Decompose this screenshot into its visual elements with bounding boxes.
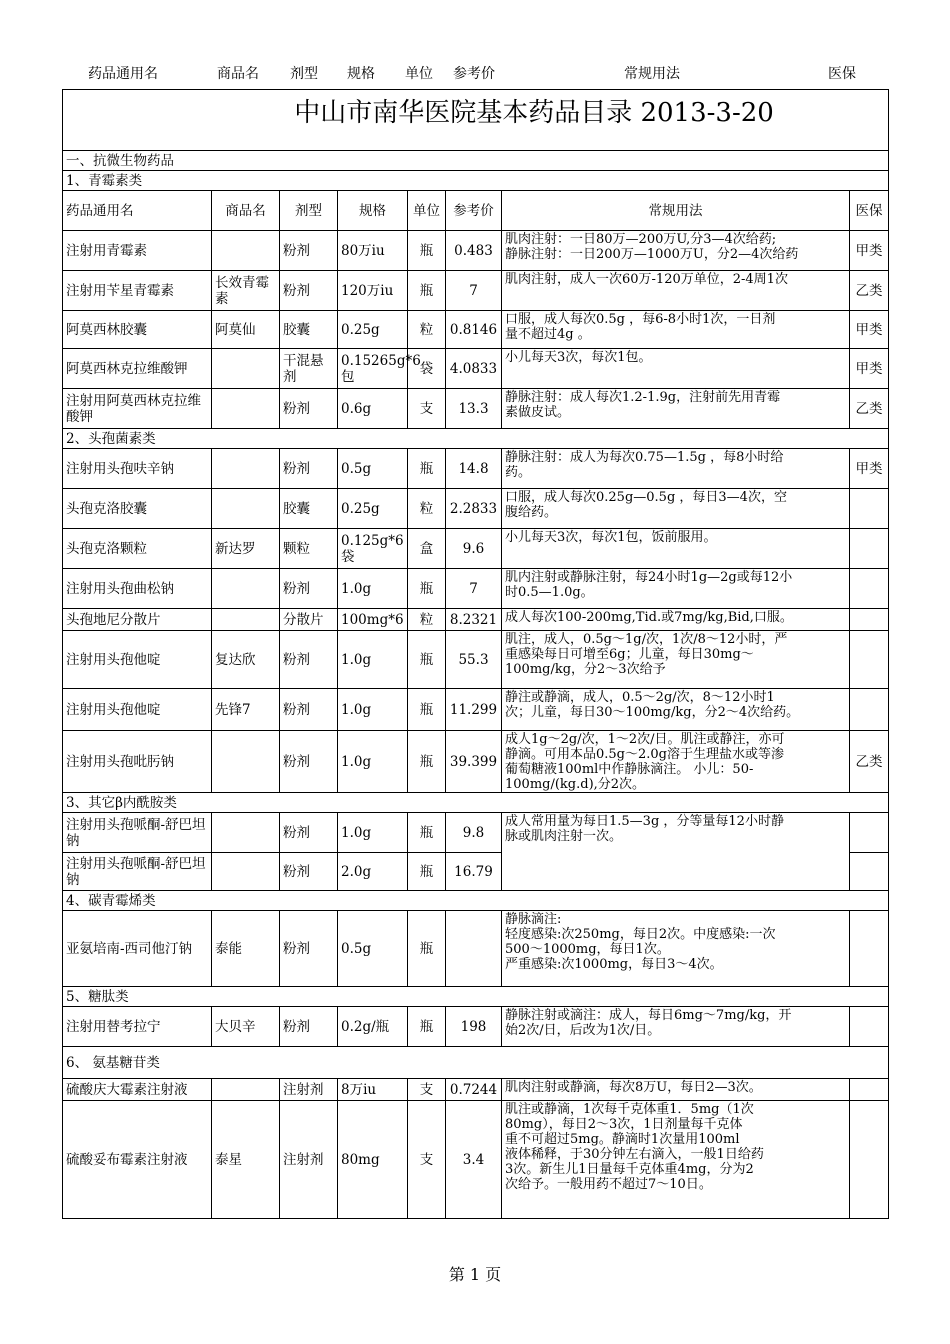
form-cell: 粉剂 [280,271,338,311]
drug-name-cell: 头孢克洛胶囊 [63,489,212,529]
spec-cell: 120万iu [338,271,408,311]
header-usage: 常规用法 [624,66,680,82]
usage-line: 100mg/(kg.d),分2次。 [505,777,646,792]
table-row [63,987,889,1007]
section-heading: 3、其它β内酰胺类 [63,793,889,813]
table-row [63,569,889,609]
usage-cell [502,489,850,529]
form-cell: 胶囊 [280,311,338,349]
unit-cell: 瓶 [408,1007,446,1047]
usage-cell [502,813,850,891]
usage-line: 液体稀释，于30分钟左右滴入，一般1日给药 [505,1147,764,1162]
price-cell: 7 [446,271,502,311]
trade-name-cell: 泰星 [212,1101,280,1219]
form-cell: 注射剂 [280,1079,338,1101]
drug-name-cell: 注射用头孢吡肟钠 [63,731,212,793]
usage-line: 肌肉注射：一日80万—200万U,分3—4次给药; [505,232,777,247]
unit-cell: 瓶 [408,231,446,271]
insurance-cell: 甲类 [850,311,889,349]
header-spec: 规格 [347,66,375,82]
table-row [63,609,889,631]
table-row [63,793,889,813]
column-header-usage: 常规用法 [502,191,850,231]
unit-cell: 粒 [408,489,446,529]
column-header-unit: 单位 [408,191,446,231]
table-row [63,136,889,151]
trade-name-cell [212,1079,280,1101]
usage-cell [502,271,850,311]
insurance-cell [850,569,889,609]
price-cell: 7 [446,569,502,609]
usage-cell [502,389,850,429]
insurance-cell: 甲类 [850,349,889,389]
insurance-cell [850,529,889,569]
usage-line: 量不超过4g 。 [505,327,591,342]
insurance-cell [850,813,889,853]
table-row [63,731,889,793]
price-cell: 9.6 [446,529,502,569]
usage-line: 静滴。可用本品0.5g～2.0g溶于生理盐水或等渗 [505,747,784,762]
price-cell: 13.3 [446,389,502,429]
column-header-insurance: 医保 [850,191,889,231]
usage-line: 80mg），每日2～3次，1日剂量每千克体 [505,1117,743,1132]
drug-name-cell: 注射用替考拉宁 [63,1007,212,1047]
insurance-cell [850,609,889,631]
spec-cell: 1.0g [338,689,408,731]
usage-cell [502,231,850,271]
table-row [63,191,889,231]
section-heading: 6、 氨基糖苷类 [63,1047,889,1079]
section-heading: 一、抗微生物药品 [63,151,889,171]
spec-cell: 0.15265g*6包 [338,349,408,389]
unit-cell: 粒 [408,609,446,631]
unit-cell: 瓶 [408,911,446,987]
insurance-cell [850,689,889,731]
usage-line: 成人每次100-200mg,Tid.或7mg/kg,Bid,口服。 [505,610,793,625]
usage-cell [502,1079,850,1101]
price-cell: 55.3 [446,631,502,689]
usage-cell [502,689,850,731]
spec-cell: 100mg*6 [338,609,408,631]
page-header [0,63,950,83]
usage-cell [502,1007,850,1047]
spec-cell: 0.5g [338,449,408,489]
unit-cell: 瓶 [408,271,446,311]
drug-name-cell: 注射用头孢他啶 [63,631,212,689]
spec-cell: 1.0g [338,813,408,853]
usage-line: 时0.5—1.0g。 [505,585,594,600]
unit-cell: 盒 [408,529,446,569]
table-row [63,1047,889,1079]
trade-name-cell [212,569,280,609]
trade-name-cell: 先锋7 [212,689,280,731]
price-cell: 0.7244 [446,1079,502,1101]
usage-cell [502,609,850,631]
spec-cell: 80万iu [338,231,408,271]
usage-cell [502,529,850,569]
insurance-cell: 甲类 [850,231,889,271]
unit-cell: 瓶 [408,631,446,689]
usage-line: 500～1000mg，每日1次。 [505,942,670,957]
table-row [63,311,889,349]
form-cell: 粉剂 [280,689,338,731]
price-cell: 39.399 [446,731,502,793]
column-header-price: 参考价 [446,191,502,231]
insurance-cell: 乙类 [850,731,889,793]
trade-name-cell: 大贝辛 [212,1007,280,1047]
price-cell: 0.8146 [446,311,502,349]
usage-line: 3次。新生儿1日量每千克体重4mg，分为2 [505,1162,754,1177]
insurance-cell: 乙类 [850,271,889,311]
unit-cell: 支 [408,389,446,429]
insurance-cell: 甲类 [850,449,889,489]
column-header-name: 药品通用名 [63,191,212,231]
form-cell: 粉剂 [280,853,338,891]
table-row [63,449,889,489]
table-row [63,1079,889,1101]
trade-name-cell: 泰能 [212,911,280,987]
usage-line: 次；儿童，每日30～100mg/kg，分2～4次给药。 [505,705,800,720]
drug-name-cell: 注射用头孢呋辛钠 [63,449,212,489]
usage-cell [502,1101,850,1219]
spec-cell: 1.0g [338,631,408,689]
section-heading: 2、头孢菌素类 [63,429,889,449]
usage-line: 静脉注射：成人为每次0.75—1.5g ，每8小时给 [505,450,784,465]
trade-name-cell [212,389,280,429]
usage-cell [502,731,850,793]
usage-line: 次给予。一般用药不超过7～10日。 [505,1177,712,1192]
insurance-cell [850,631,889,689]
form-cell: 粉剂 [280,1007,338,1047]
form-cell: 注射剂 [280,1101,338,1219]
table-row [63,911,889,987]
unit-cell: 瓶 [408,731,446,793]
header-unit: 单位 [405,66,433,82]
unit-cell: 瓶 [408,689,446,731]
trade-name-cell: 阿莫仙 [212,311,280,349]
insurance-cell: 乙类 [850,389,889,429]
insurance-cell [850,1079,889,1101]
usage-line: 肌注或静滴，1次每千克体重1．5mg（1次 [505,1102,754,1117]
spec-cell: 8万iu [338,1079,408,1101]
spec-cell: 0.5g [338,911,408,987]
usage-cell [502,311,850,349]
unit-cell: 瓶 [408,813,446,853]
table-row [63,349,889,389]
spec-cell: 80mg [338,1101,408,1219]
page-footer: 第 1 页 [448,1265,502,1284]
usage-cell [502,631,850,689]
drug-name-cell: 头孢克洛颗粒 [63,529,212,569]
form-cell: 颗粒 [280,529,338,569]
price-cell: 14.8 [446,449,502,489]
spec-cell: 1.0g [338,569,408,609]
header-name: 药品通用名 [88,66,158,82]
usage-cell [502,449,850,489]
usage-line: 素做皮试。 [505,405,571,420]
price-cell: 8.2321 [446,609,502,631]
drug-name-cell: 阿莫西林克拉维酸钾 [63,349,212,389]
drug-name-cell: 注射用头孢曲松钠 [63,569,212,609]
usage-line: 肌肉注射或静滴，每次8万U，每日2—3次。 [505,1080,762,1095]
column-header-spec: 规格 [338,191,408,231]
drug-name-cell: 注射用阿莫西林克拉维酸钾 [63,389,212,429]
spec-cell: 0.125g*6袋 [338,529,408,569]
usage-line: 肌内注射或静脉注射，每24小时1g—2g或每12小 [505,570,793,585]
drug-name-cell: 注射用头孢哌酮-舒巴坦钠 [63,813,212,853]
spec-cell: 0.6g [338,389,408,429]
spec-cell: 0.25g [338,489,408,529]
spec-cell: 0.25g [338,311,408,349]
unit-cell: 瓶 [408,569,446,609]
usage-line: 严重感染:次1000mg，每日3～4次。 [505,957,723,972]
section-heading: 4、碳青霉烯类 [63,891,889,911]
price-cell: 3.4 [446,1101,502,1219]
price-cell: 9.8 [446,813,502,853]
usage-line: 口服，成人每次0.25g—0.5g ，每日3—4次，空 [505,490,787,505]
usage-line: 成人常用量为每日1.5—3g ，分等量每12小时静 [505,814,784,829]
drug-name-cell: 亚氨培南-西司他汀钠 [63,911,212,987]
usage-line: 肌注，成人，0.5g～1g/次，1次/8～12小时，严 [505,632,788,647]
header-price: 参考价 [453,66,495,82]
section-heading: 1、青霉素类 [63,171,889,191]
form-cell: 粉剂 [280,911,338,987]
drug-name-cell: 硫酸庆大霉素注射液 [63,1079,212,1101]
spec-cell: 1.0g [338,731,408,793]
drug-name-cell: 注射用头孢他啶 [63,689,212,731]
trade-name-cell [212,731,280,793]
insurance-cell [850,1007,889,1047]
column-header-form: 剂型 [280,191,338,231]
title-gap [63,136,889,151]
form-cell: 分散片 [280,609,338,631]
drug-name-cell: 注射用苄星青霉素 [63,271,212,311]
usage-line: 轻度感染:次250mg，每日2次。中度感染:一次 [505,927,776,942]
unit-cell: 袋 [408,349,446,389]
usage-line: 静脉注射：一日200万—1000万U，分2—4次给药 [505,247,799,262]
table-row [63,891,889,911]
header-insurance: 医保 [828,66,856,82]
form-cell: 粉剂 [280,631,338,689]
usage-line: 始2次/日，后改为1次/日。 [505,1023,661,1038]
form-cell: 粉剂 [280,231,338,271]
drug-name-cell: 阿莫西林胶囊 [63,311,212,349]
usage-line: 静脉注射或滴注：成人，每日6mg～7mg/kg，开 [505,1008,792,1023]
section-heading: 5、糖肽类 [63,987,889,1007]
usage-line: 腹给药。 [505,505,558,520]
table-row [63,271,889,311]
page-title: 中山市南华医院基本药品目录 2013-3-20 [63,90,889,137]
drug-name-cell: 注射用头孢哌酮-舒巴坦钠 [63,853,212,891]
form-cell: 粉剂 [280,389,338,429]
spec-cell: 2.0g [338,853,408,891]
form-cell: 粉剂 [280,813,338,853]
price-cell: 0.483 [446,231,502,271]
usage-cell [502,911,850,987]
price-cell: 2.2833 [446,489,502,529]
trade-name-cell [212,609,280,631]
unit-cell: 支 [408,1079,446,1101]
usage-cell [502,349,850,389]
drug-name-cell: 硫酸妥布霉素注射液 [63,1101,212,1219]
table-row [63,631,889,689]
header-form: 剂型 [290,66,318,82]
table-row [63,529,889,569]
table-row [63,171,889,191]
usage-line: 肌肉注射，成人一次60万-120万单位，2-4周1次 [505,272,788,287]
usage-line: 成人1g～2g/次，1～2次/日。肌注或静注，亦可 [505,732,785,747]
trade-name-cell: 新达罗 [212,529,280,569]
unit-cell: 支 [408,1101,446,1219]
price-cell: 4.0833 [446,349,502,389]
unit-cell: 粒 [408,311,446,349]
usage-line: 重不可超过5mg。静滴时1次量用100ml [505,1132,740,1147]
table-row [63,813,889,853]
column-header-trade: 商品名 [212,191,280,231]
insurance-cell [850,853,889,891]
form-cell: 胶囊 [280,489,338,529]
usage-cell [502,569,850,609]
header-trade: 商品名 [217,66,259,82]
table-row [63,389,889,429]
price-cell: 11.299 [446,689,502,731]
table-row [63,231,889,271]
form-cell: 粉剂 [280,449,338,489]
form-cell: 粉剂 [280,731,338,793]
insurance-cell [850,911,889,987]
price-cell [446,911,502,987]
table-row [63,1101,889,1219]
usage-line: 重感染每日可增至6g；儿童，每日30mg～ [505,647,754,662]
usage-line: 小儿每天3次，每次1包。 [505,350,652,365]
usage-line: 静脉滴注: [505,912,562,927]
table-row [63,489,889,529]
drug-name-cell: 头孢地尼分散片 [63,609,212,631]
trade-name-cell [212,449,280,489]
drug-name-cell: 注射用青霉素 [63,231,212,271]
usage-line: 静脉注射：成人每次1.2-1.9g，注射前先用青霉 [505,390,781,405]
usage-line: 药。 [505,465,532,480]
unit-cell: 瓶 [408,449,446,489]
table-row [63,689,889,731]
usage-line: 100mg/kg，分2～3次给予 [505,662,666,677]
form-cell: 粉剂 [280,569,338,609]
price-cell: 198 [446,1007,502,1047]
usage-line: 脉或肌肉注射一次。 [505,829,623,844]
insurance-cell [850,489,889,529]
unit-cell: 瓶 [408,853,446,891]
table-row [63,151,889,171]
table-row [63,429,889,449]
trade-name-cell [212,813,280,853]
trade-name-cell: 长效青霉素 [212,271,280,311]
table-row [63,1007,889,1047]
insurance-cell [850,1101,889,1219]
trade-name-cell [212,489,280,529]
spec-cell: 0.2g/瓶 [338,1007,408,1047]
trade-name-cell [212,853,280,891]
price-cell: 16.79 [446,853,502,891]
usage-line: 葡萄糖液100ml中作静脉滴注。 小儿：50- [505,762,754,777]
drug-table [62,89,889,1219]
trade-name-cell [212,231,280,271]
trade-name-cell [212,349,280,389]
table-row [63,90,889,137]
usage-line: 静注或静滴，成人，0.5～2g/次，8～12小时1 [505,690,775,705]
trade-name-cell: 复达欣 [212,631,280,689]
form-cell: 干混悬剂 [280,349,338,389]
usage-line: 小儿每天3次，每次1包，饭前服用。 [505,530,717,545]
usage-line: 口服，成人每次0.5g ，每6-8小时1次，一日剂 [505,312,776,327]
